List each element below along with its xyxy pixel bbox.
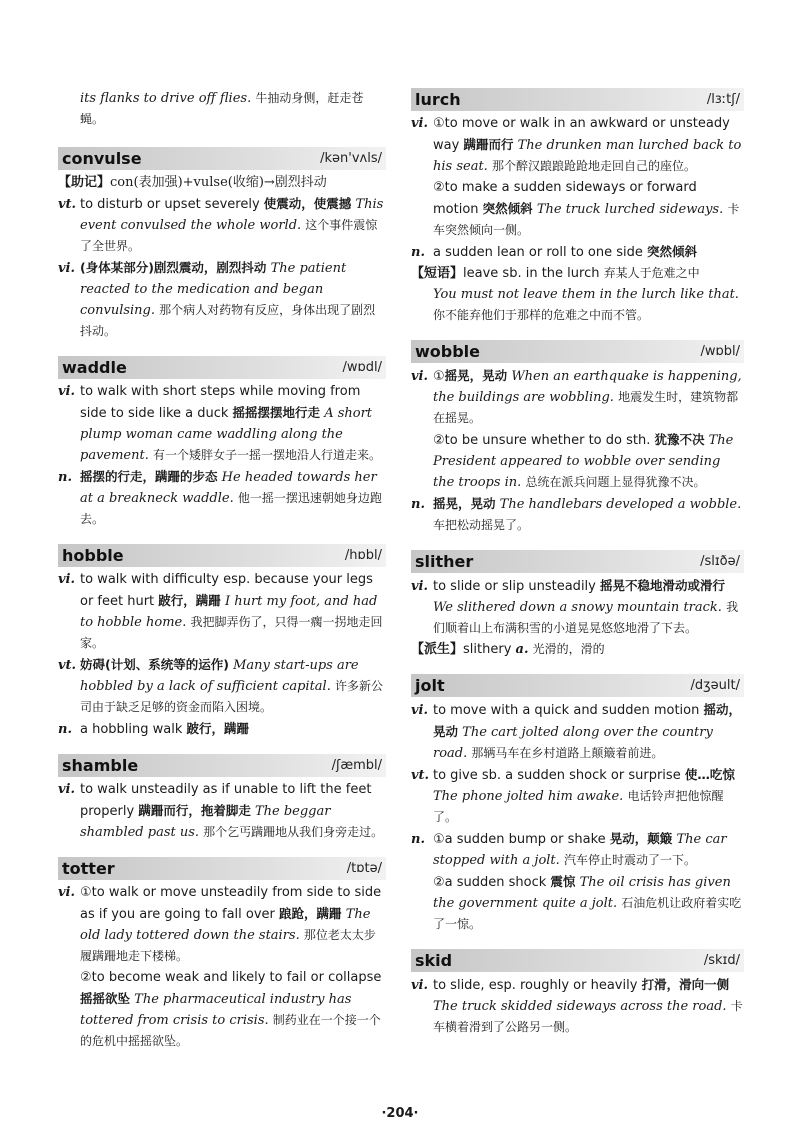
example-translation: 那个乞丐蹒跚地从我们身旁走过。 bbox=[203, 825, 384, 839]
entry-slither bbox=[411, 550, 744, 660]
definition: ① bbox=[433, 369, 445, 384]
sense bbox=[411, 871, 744, 935]
example-translation: 车把松动摇晃了。 bbox=[433, 518, 530, 532]
example-translation: 卡车突然倾向一侧。 bbox=[433, 202, 740, 237]
example-sentence: The patient reacted to the medication and began convulsing. bbox=[80, 261, 347, 318]
phonetic: /wɒdl/ bbox=[342, 360, 382, 375]
sense bbox=[411, 699, 744, 764]
example-sentence: Many start-ups are hobbled by a lack of sufficient capital. bbox=[80, 658, 359, 694]
example-translation: 制药业在一个接一个的危机中摇摇欲坠。 bbox=[80, 1013, 381, 1048]
entry-wobble bbox=[411, 340, 744, 536]
chinese-gloss: 犹豫不决 bbox=[654, 432, 705, 447]
headword-bar bbox=[58, 147, 386, 170]
phonetic: /dʒəult/ bbox=[690, 678, 740, 693]
note-tag: 【派生】 bbox=[411, 642, 464, 657]
part-of-speech: n. bbox=[58, 722, 72, 737]
chinese-gloss: 摇摇摆摆地行走 bbox=[232, 405, 321, 420]
example-sentence: When an earthquake is happening, the buildings are wobbling. bbox=[433, 369, 742, 405]
left-column bbox=[58, 88, 386, 1066]
example-sentence: The pharmaceutical industry has tottered from crisis to crisis. bbox=[80, 992, 352, 1028]
example-sentence: We slithered down a snowy mountain track. bbox=[433, 600, 722, 615]
part-of-speech: vi. bbox=[411, 369, 429, 384]
definition: a hobbling walk bbox=[80, 722, 183, 737]
phonetic: /slɪðə/ bbox=[700, 554, 740, 569]
part-of-speech: vt. bbox=[58, 658, 77, 673]
part-of-speech: vi. bbox=[58, 384, 76, 399]
chinese-gloss: 跛行，蹒跚 bbox=[186, 721, 250, 736]
example-translation: 卡车横着滑到了公路另一侧。 bbox=[433, 999, 743, 1034]
phonetic: /hɒbl/ bbox=[344, 548, 382, 563]
definition: to slide, esp. roughly or heavily bbox=[433, 978, 638, 993]
definition: ②to be unsure whether to do sth. bbox=[433, 433, 651, 448]
example-sentence: You must not leave them in the lurch like that. bbox=[433, 287, 739, 302]
chinese-gloss: 踉跄，蹒跚 bbox=[279, 906, 342, 921]
example-translation: 牛抽动身侧，赶走苍蝇。 bbox=[80, 91, 364, 126]
example-translation: 这个事件震惊了全世界。 bbox=[80, 218, 378, 253]
part-of-speech: n. bbox=[58, 470, 72, 485]
headword: convulse bbox=[62, 149, 142, 168]
part-of-speech: vi. bbox=[58, 261, 76, 276]
example-sentence: The handlebars developed a wobble. bbox=[499, 497, 742, 512]
example-translation: 那辆马车在乡村道路上颠簸着前进。 bbox=[471, 746, 664, 760]
chinese-gloss: 摇晃，晃动 bbox=[444, 368, 508, 383]
example-sentence: The oil crisis has given the government quite a jolt. bbox=[433, 875, 731, 911]
sense bbox=[411, 575, 744, 639]
example-sentence: He headed towards her at a breakneck waddle. bbox=[80, 470, 377, 506]
example-sentence: The phone jolted him awake. bbox=[433, 789, 624, 804]
headword: slither bbox=[415, 552, 474, 571]
chinese-gloss: 蹒跚而行，拖着脚走 bbox=[138, 803, 251, 818]
part-of-speech: vt. bbox=[58, 197, 77, 212]
example-translation: 汽车停止时震动了一下。 bbox=[563, 853, 696, 867]
example-sentence: The President appeared to wobble over sending the troops in. bbox=[433, 433, 734, 490]
chinese-gloss: 蹒跚而行 bbox=[463, 137, 514, 152]
part-of-speech: vi. bbox=[411, 116, 429, 131]
example-sentence: its flanks to drive off flies. bbox=[80, 91, 252, 106]
example-translation: 你不能弃他们于那样的危难之中而不管。 bbox=[433, 308, 650, 322]
example-sentence: The beggar shambled past us. bbox=[80, 804, 331, 840]
part-of-speech: a. bbox=[515, 642, 529, 657]
headword-bar bbox=[58, 754, 386, 777]
example-sentence: The truck skidded sideways across the road. bbox=[433, 999, 727, 1014]
part-of-speech: n. bbox=[411, 832, 425, 847]
sense bbox=[411, 493, 744, 536]
sense bbox=[58, 569, 386, 654]
definition: to slide or slip unsteadily bbox=[433, 579, 596, 594]
headword-bar bbox=[411, 340, 744, 363]
phonetic: /ʃæmbl/ bbox=[331, 758, 382, 773]
example-translation: 地震发生时，建筑物都在摇晃。 bbox=[433, 390, 739, 425]
headword: skid bbox=[415, 951, 453, 970]
example-sentence: The car stopped with a jolt. bbox=[433, 832, 727, 868]
part-of-speech: vi. bbox=[411, 579, 429, 594]
phonetic: /skɪd/ bbox=[703, 953, 740, 968]
example-translation: 有一个矮胖女子一摇一摆地沿人行道走来。 bbox=[153, 448, 382, 462]
page-number: ·204· bbox=[381, 1106, 419, 1121]
part-of-speech: vi. bbox=[58, 572, 76, 587]
definition: to walk unsteadily as if unable to lift the feet properly bbox=[80, 782, 372, 819]
note-tag: 【短语】 bbox=[411, 266, 464, 281]
part-of-speech: vt. bbox=[411, 768, 430, 783]
example-sentence: I hurt my foot, and had to hobble home. bbox=[80, 594, 378, 630]
chinese-gloss: 突然倾斜 bbox=[482, 201, 533, 216]
example-translation: 那位老太太步履蹒跚地走下楼梯。 bbox=[80, 928, 376, 963]
example-sentence: The old lady tottered down the stairs. bbox=[80, 907, 371, 943]
example-translation: 电话铃声把他惊醒了。 bbox=[433, 789, 724, 824]
sense bbox=[58, 882, 386, 967]
headword-bar bbox=[411, 550, 744, 573]
chinese-gloss: 妨碍(计划、系统等的运作) bbox=[80, 657, 229, 672]
definition: to move with a quick and sudden motion bbox=[433, 703, 700, 718]
chinese-gloss: 摇动，晃动 bbox=[433, 702, 741, 739]
entry-shamble bbox=[58, 754, 386, 843]
phrase-note bbox=[411, 263, 744, 284]
headword: shamble bbox=[62, 756, 139, 775]
definition: to give sb. a sudden shock or surprise bbox=[433, 768, 681, 783]
example-sentence: The cart jolted along over the country road. bbox=[433, 725, 713, 761]
headword-bar bbox=[58, 356, 386, 379]
phonetic: /kən'vʌls/ bbox=[320, 151, 382, 166]
sense bbox=[411, 177, 744, 241]
headword: totter bbox=[62, 859, 115, 878]
right-column bbox=[411, 88, 744, 1052]
sense bbox=[58, 718, 386, 740]
part-of-speech: n. bbox=[411, 497, 425, 512]
definition: to disturb or upset severely bbox=[80, 197, 260, 212]
headword: waddle bbox=[62, 358, 127, 377]
definition: ②to become weak and likely to fail or collapse bbox=[80, 970, 382, 985]
headword: lurch bbox=[415, 90, 461, 109]
sense bbox=[411, 429, 744, 493]
entry-jolt bbox=[411, 674, 744, 935]
sense bbox=[58, 779, 386, 843]
entry-skid bbox=[411, 949, 744, 1038]
chinese-gloss: 震惊 bbox=[550, 874, 576, 889]
note-chinese: 弃某人于危难之中 bbox=[603, 266, 700, 280]
note-chinese: 光滑的，滑的 bbox=[532, 642, 605, 656]
chinese-gloss: 摇晃，晃动 bbox=[433, 496, 496, 511]
note-phrase: leave sb. in the lurch bbox=[463, 266, 600, 281]
sense bbox=[58, 257, 386, 342]
headword-bar bbox=[58, 857, 386, 880]
sense bbox=[58, 967, 386, 1052]
chinese-gloss: 晃动，颠簸 bbox=[609, 831, 673, 846]
sense bbox=[411, 113, 744, 177]
headword-bar bbox=[411, 674, 744, 697]
example-translation: 石油危机让政府着实吃了一惊。 bbox=[433, 896, 742, 931]
definition: ①to move or walk in an awkward or unsteady way bbox=[433, 116, 730, 153]
phonetic: /lɜːtʃ/ bbox=[706, 92, 740, 107]
definition: to walk with short steps while moving from side to side like a duck bbox=[80, 384, 361, 421]
chinese-gloss: 使震动，使震撼 bbox=[263, 196, 352, 211]
chinese-gloss: (身体某部分)剧烈震动，剧烈抖动 bbox=[80, 260, 267, 275]
headword-bar bbox=[411, 949, 744, 972]
part-of-speech: vi. bbox=[58, 782, 76, 797]
chinese-gloss: 摇晃不稳地滑动或滑行 bbox=[600, 578, 726, 593]
note-tag: 【助记】 bbox=[58, 175, 111, 190]
definition: ②to make a sudden sideways or forward motion bbox=[433, 180, 697, 217]
example-translation: 我们顺着山上布满积雪的小道晃晃悠悠地滑了下去。 bbox=[433, 600, 739, 635]
chinese-gloss: 摇摆的行走，蹒跚的步态 bbox=[80, 469, 218, 484]
sense bbox=[411, 764, 744, 828]
definition: to walk with difficulty esp. because your legs or feet hurt bbox=[80, 572, 373, 609]
example-sentence: The drunken man lurched back to his seat. bbox=[433, 138, 742, 174]
headword-bar bbox=[58, 544, 386, 567]
definition: ①a sudden bump or shake bbox=[433, 832, 606, 847]
headword: hobble bbox=[62, 546, 124, 565]
derivative-word: slithery bbox=[463, 642, 512, 657]
part-of-speech: vi. bbox=[411, 978, 429, 993]
part-of-speech: vi. bbox=[58, 885, 76, 900]
example-translation: 他一摇一摆迅速朝她身边跑去。 bbox=[80, 491, 382, 526]
sense bbox=[411, 828, 744, 871]
phonetic: /tɒtə/ bbox=[346, 861, 382, 876]
sense bbox=[411, 241, 744, 263]
example-translation: 那个病人对药物有反应，身体出现了剧烈抖动。 bbox=[80, 303, 376, 338]
sense bbox=[58, 381, 386, 466]
sense bbox=[411, 365, 744, 429]
headword: jolt bbox=[415, 676, 445, 695]
example-translation: 我把脚弄伤了，只得一瘸一拐地走回家。 bbox=[80, 615, 383, 650]
entry-waddle bbox=[58, 356, 386, 530]
sense bbox=[58, 654, 386, 718]
memory-note bbox=[58, 172, 386, 193]
entry-totter bbox=[58, 857, 386, 1052]
example-translation: 总统在派兵问题上显得犹豫不决。 bbox=[525, 475, 706, 489]
chinese-gloss: 摇摇欲坠 bbox=[80, 991, 131, 1006]
part-of-speech: vi. bbox=[411, 703, 429, 718]
example-sentence: The truck lurched sideways. bbox=[536, 202, 724, 217]
derivative-note bbox=[411, 639, 744, 660]
phrase-example bbox=[411, 284, 744, 326]
example-sentence: This event convulsed the whole world. bbox=[80, 197, 384, 233]
example-translation: 许多新公司由于缺乏足够的资金而陷入困境。 bbox=[80, 679, 384, 714]
entry-convulse bbox=[58, 147, 386, 342]
sense bbox=[58, 193, 386, 257]
entry-hobble bbox=[58, 544, 386, 740]
entry-lurch bbox=[411, 88, 744, 326]
part-of-speech: n. bbox=[411, 245, 425, 260]
note-text: con(表加强)+vulse(收缩)→剧烈抖动 bbox=[110, 175, 327, 190]
headword-bar bbox=[411, 88, 744, 111]
sense bbox=[58, 466, 386, 530]
example-sentence: A short plump woman came waddling along the pavement. bbox=[80, 406, 373, 463]
chinese-gloss: 跛行，蹒跚 bbox=[158, 593, 221, 608]
chinese-gloss: 使…吃惊 bbox=[684, 767, 735, 782]
definition: ①to walk or move unsteadily from side to side as if you are going to fall over bbox=[80, 885, 382, 922]
example-translation: 那个醉汉踉踉跄跄地走回自己的座位。 bbox=[491, 159, 696, 173]
headword: wobble bbox=[415, 342, 481, 361]
chinese-gloss: 突然倾斜 bbox=[647, 244, 698, 259]
definition: a sudden lean or roll to one side bbox=[433, 245, 643, 260]
chinese-gloss: 打滑，滑向一侧 bbox=[641, 977, 730, 992]
phonetic: /wɒbl/ bbox=[700, 344, 740, 359]
sense bbox=[411, 974, 744, 1038]
definition: ②a sudden shock bbox=[433, 875, 547, 890]
continuation-text bbox=[58, 88, 386, 130]
